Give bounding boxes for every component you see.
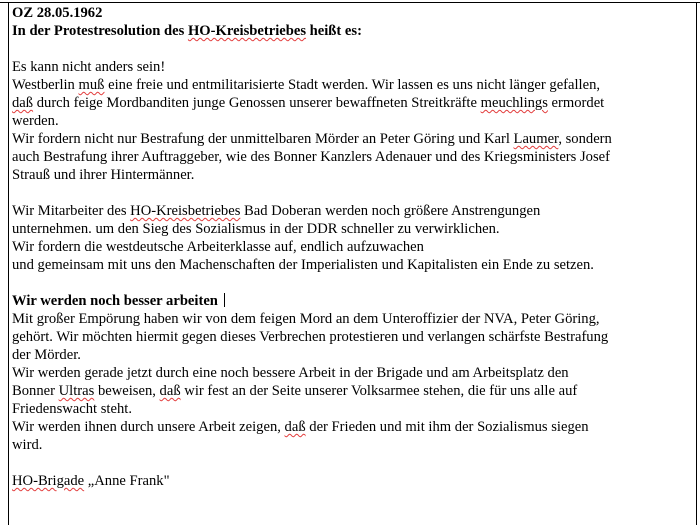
text-cursor — [224, 293, 225, 307]
section-heading: Wir werden noch besser arbeiten — [12, 292, 698, 310]
para2-line: unternehmen. um den Sieg des Sozialismus in der DDR schneller zu verwirklichen. — [12, 221, 500, 237]
section2-line: Friedenswacht steht. — [12, 401, 132, 417]
para1-line: werden. — [12, 113, 59, 129]
para2-line: Wir fordern die westdeutsche Arbeiterklasse auf, endlich aufzuwachen — [12, 239, 424, 255]
section2-line: gehört. Wir möchten hiermit gegen dieses Verbrechen protestieren und verlangen schärfste Bestrafung — [12, 329, 609, 345]
page-border-left — [8, 2, 9, 525]
para2-line: Wir Mitarbeiter des HO-Kreisbetriebes Bad Doberan werden noch größere Anstrengungen — [12, 203, 541, 219]
signature-line: HO-Brigade „Anne Frank" — [12, 473, 170, 489]
section2-line: Wir werden ihnen durch unsere Arbeit zeigen, daß der Frieden und mit ihm der Sozialismus siegen — [12, 419, 589, 435]
section2-line: Mit großer Empörung haben wir von dem feigen Mord an dem Unteroffizier der NVA, Peter Göring, — [12, 311, 600, 327]
para1-line: Es kann nicht anders sein! — [12, 59, 166, 75]
page-border-top — [0, 2, 700, 3]
para1-line: Strauß und ihrer Hintermänner. — [12, 167, 195, 183]
para1-line: auch Bestrafung ihrer Auftraggeber, wie des Bonner Kanzlers Adenauer und des Kriegsministers Josef — [12, 149, 610, 165]
para1-line: Westberlin muß eine freie und entmilitarisierte Stadt werden. Wir lassen es uns nicht länger gefallen, — [12, 77, 601, 93]
section2-line: wird. — [12, 437, 43, 453]
section2-line: der Mörder. — [12, 347, 81, 363]
para1-line: Wir fordern nicht nur Bestrafung der unmittelbaren Mörder an Peter Göring und Karl Laumer, sondern — [12, 131, 612, 147]
document-body[interactable] — [12, 4, 698, 490]
para2-line: und gemeinsam mit uns den Machenschaften der Imperialisten und Kapitalisten ein Ende zu setzen. — [12, 257, 594, 273]
resolution-intro-line: In der Protestresolution des HO-Kreisbetriebes heißt es: — [12, 23, 362, 39]
section2-line: Bonner Ultras beweisen, daß wir fest an der Seite unserer Volksarmee stehen, die für uns alle auf — [12, 383, 578, 399]
source-date-line: OZ 28.05.1962 — [12, 5, 103, 21]
para1-line: daß durch feige Mordbanditen junge Genossen unserer bewaffneten Streitkräfte meuchlings ermordet — [12, 95, 605, 111]
section2-line: Wir werden gerade jetzt durch eine noch bessere Arbeit in der Brigade und am Arbeitsplatz den — [12, 365, 569, 381]
